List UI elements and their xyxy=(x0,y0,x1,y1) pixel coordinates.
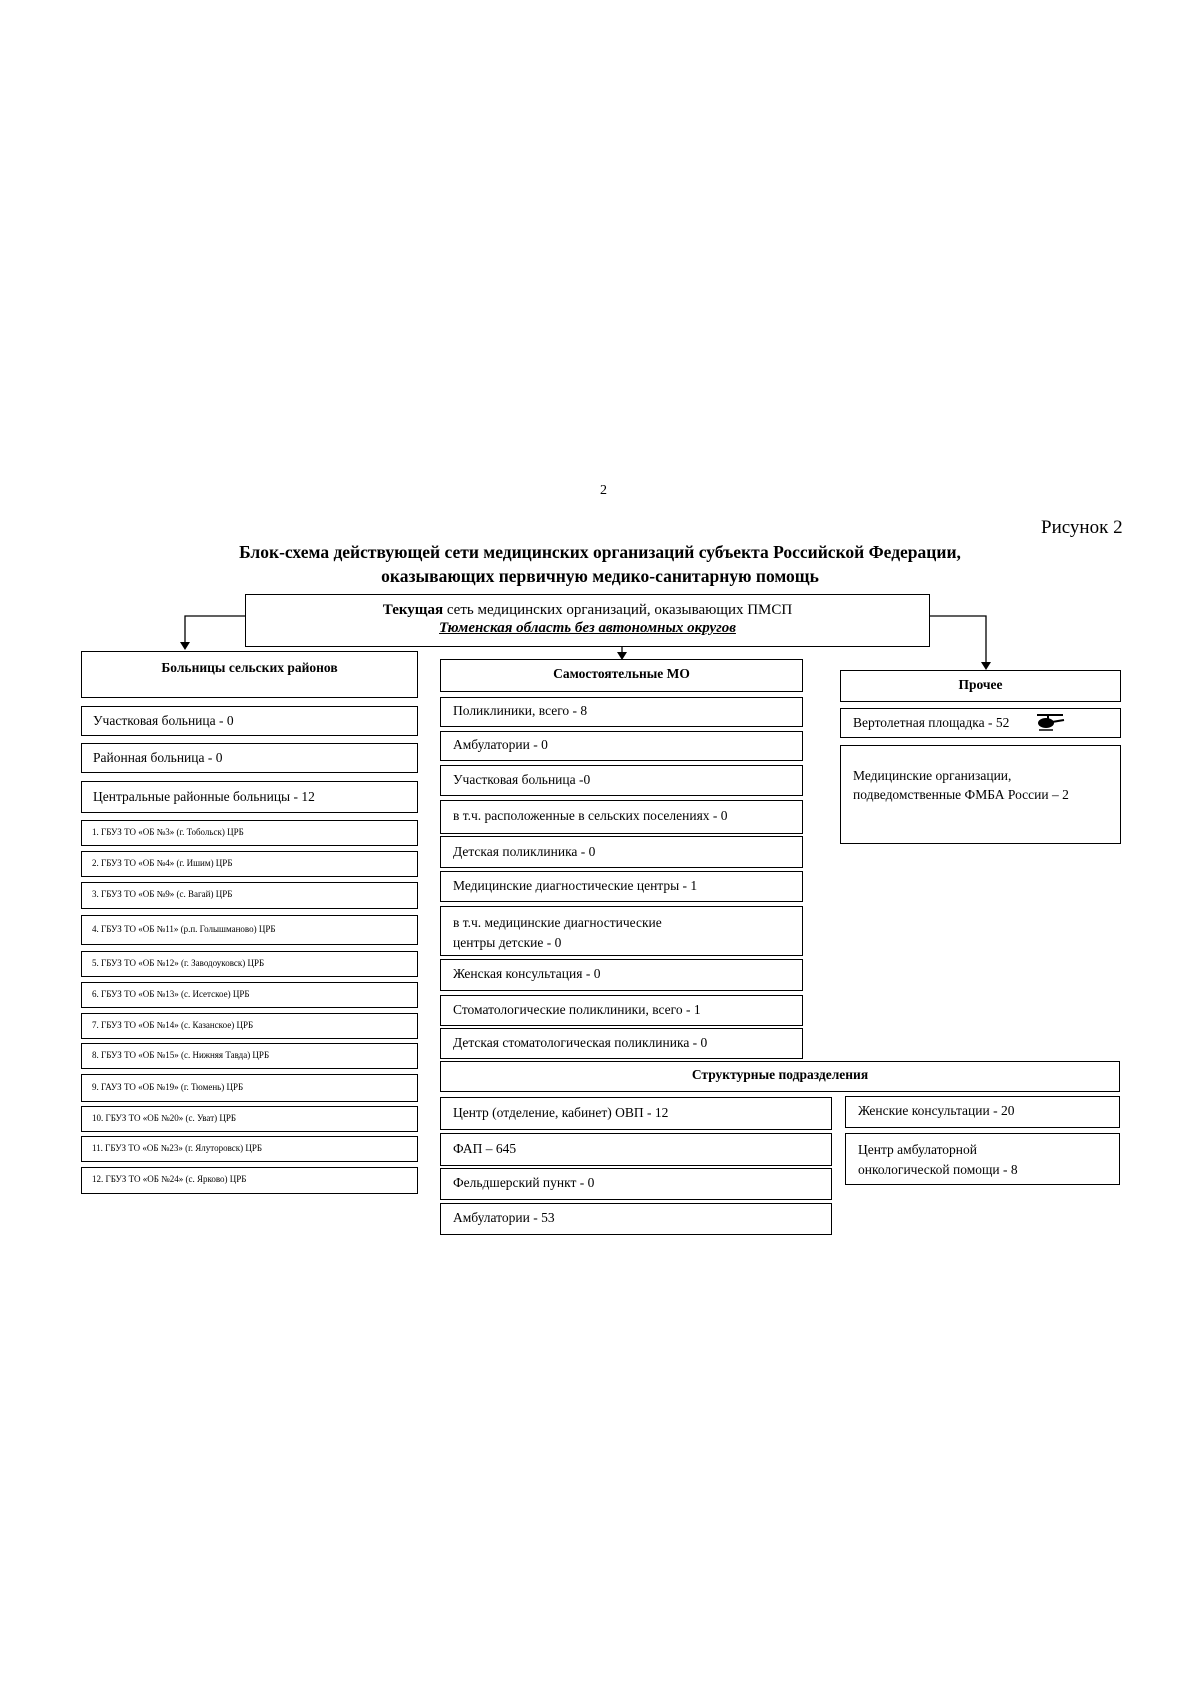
root-bold: Текущая xyxy=(382,602,444,618)
fmba-line-2: подведомственные ФМБА России – 2 xyxy=(853,787,1069,802)
middle-item-10 xyxy=(440,1028,803,1059)
crb-item-9 xyxy=(81,1074,418,1102)
left-item-2 xyxy=(81,781,418,813)
onco-line-2: онкологической помощи - 8 xyxy=(858,1162,1018,1177)
crb-item-11-label: 11. ГБУЗ ТО «ОБ №23» (г. Ялуторовск) ЦРБ xyxy=(92,1143,263,1153)
crb-item-3-label: 3. ГБУЗ ТО «ОБ №9» (с. Вагай) ЦРБ xyxy=(92,889,233,899)
middle-item-6-line2: центры детские - 0 xyxy=(453,935,562,950)
middle-item-6-line1: в т.ч. медицинские диагностические xyxy=(453,915,662,930)
crb-item-5 xyxy=(81,951,418,977)
crb-item-8-label: 8. ГБУЗ ТО «ОБ №15» (с. Нижняя Тавда) ЦРБ xyxy=(92,1050,270,1060)
middle-item-4-label: Детская поликлиника - 0 xyxy=(453,844,596,859)
middle-item-8-label: Женская консультация - 0 xyxy=(453,966,601,981)
crb-item-6-label: 6. ГБУЗ ТО «ОБ №13» (с. Исетское) ЦРБ xyxy=(92,989,250,999)
left-item-1 xyxy=(81,743,418,773)
womens-consult-box xyxy=(845,1096,1120,1128)
middle-item-2 xyxy=(440,765,803,796)
crb-item-8 xyxy=(81,1043,418,1069)
middle-item-5 xyxy=(440,871,803,902)
crb-item-6 xyxy=(81,982,418,1008)
figure-label: Рисунок 2 xyxy=(1041,517,1123,538)
middle-item-2-label: Участковая больница -0 xyxy=(453,772,591,787)
crb-item-9-label: 9. ГАУЗ ТО «ОБ №19» (г. Тюмень) ЦРБ xyxy=(92,1082,244,1092)
left-item-2-label: Центральные районные больницы - 12 xyxy=(93,789,315,804)
crb-item-2 xyxy=(81,851,418,877)
womens-consult-label: Женские консультации - 20 xyxy=(858,1103,1015,1118)
helicopter-icon xyxy=(1034,712,1066,732)
left-header-box xyxy=(81,651,418,698)
left-item-0-label: Участковая больница - 0 xyxy=(93,713,234,728)
onco-center-box xyxy=(845,1133,1120,1185)
crb-item-12 xyxy=(81,1167,418,1194)
root-region: Тюменская область без автономных округов xyxy=(439,620,736,636)
connector-to-left xyxy=(185,616,245,642)
right-header: Прочее xyxy=(958,677,1003,692)
middle-item-3-label: в т.ч. расположенные в сельских поселениях - 0 xyxy=(453,808,728,823)
structural-item-0 xyxy=(440,1097,832,1130)
structural-item-1 xyxy=(440,1133,832,1166)
left-header: Больницы сельских районов xyxy=(161,660,338,675)
middle-item-9 xyxy=(440,995,803,1026)
root-box xyxy=(245,594,930,647)
crb-item-7-label: 7. ГБУЗ ТО «ОБ №14» (с. Казанское) ЦРБ xyxy=(92,1020,254,1030)
structural-item-2-label: Фельдшерский пункт - 0 xyxy=(453,1175,595,1190)
middle-item-5-label: Медицинские диагностические центры - 1 xyxy=(453,878,698,893)
left-item-1-label: Районная больница - 0 xyxy=(93,750,223,765)
page-number: 2 xyxy=(600,483,607,498)
middle-item-3 xyxy=(440,800,803,834)
crb-item-11 xyxy=(81,1136,418,1162)
structural-item-3 xyxy=(440,1203,832,1235)
root-rest: сеть медицинских организаций, оказывающих ПМСП xyxy=(443,602,793,618)
crb-item-4-label: 4. ГБУЗ ТО «ОБ №11» (р.п. Голышманово) ЦРБ xyxy=(92,924,276,934)
crb-item-4 xyxy=(81,915,418,945)
arrow-right xyxy=(981,662,991,670)
middle-item-1-label: Амбулатории - 0 xyxy=(453,737,548,752)
middle-item-0 xyxy=(440,697,803,727)
crb-item-1-label: 1. ГБУЗ ТО «ОБ №3» (г. Тобольск) ЦРБ xyxy=(92,827,244,837)
middle-item-8 xyxy=(440,959,803,991)
title-line-1: Блок-схема действующей сети медицинских организаций субъекта Российской Федерации, xyxy=(239,542,961,562)
connector-to-right xyxy=(930,616,986,663)
crb-item-12-label: 12. ГБУЗ ТО «ОБ №24» (с. Ярково) ЦРБ xyxy=(92,1174,247,1184)
middle-header: Самостоятельные МО xyxy=(553,666,690,681)
arrow-left xyxy=(180,642,190,650)
structural-item-1-label: ФАП – 645 xyxy=(453,1141,517,1156)
structural-item-3-label: Амбулатории - 53 xyxy=(453,1210,555,1225)
structural-header-box xyxy=(440,1061,1120,1092)
middle-item-1 xyxy=(440,731,803,761)
middle-item-4 xyxy=(440,836,803,868)
structural-item-0-label: Центр (отделение, кабинет) ОВП - 12 xyxy=(453,1105,669,1120)
title-line-2: оказывающих первичную медико-санитарную помощь xyxy=(381,566,819,586)
crb-item-1 xyxy=(81,820,418,846)
middle-item-0-label: Поликлиники, всего - 8 xyxy=(453,703,588,718)
crb-item-7 xyxy=(81,1013,418,1039)
structural-item-2 xyxy=(440,1168,832,1200)
crb-item-5-label: 5. ГБУЗ ТО «ОБ №12» (г. Заводоуковск) ЦРБ xyxy=(92,958,265,968)
middle-header-box xyxy=(440,659,803,692)
right-header-box xyxy=(840,670,1121,702)
crb-item-2-label: 2. ГБУЗ ТО «ОБ №4» (г. Ишим) ЦРБ xyxy=(92,858,233,868)
onco-line-1: Центр амбулаторной xyxy=(858,1142,978,1157)
crb-item-3 xyxy=(81,882,418,909)
helipad-box xyxy=(840,708,1121,738)
fmba-box xyxy=(840,745,1121,844)
crb-item-10-label: 10. ГБУЗ ТО «ОБ №20» (с. Уват) ЦРБ xyxy=(92,1113,237,1123)
middle-item-10-label: Детская стоматологическая поликлиника - 0 xyxy=(453,1035,708,1050)
fmba-line-1: Медицинские организации, xyxy=(853,768,1012,783)
middle-item-6 xyxy=(440,906,803,956)
helipad-label: Вертолетная площадка - 52 xyxy=(853,715,1010,730)
left-item-0 xyxy=(81,706,418,736)
crb-item-10 xyxy=(81,1106,418,1132)
middle-item-9-label: Стоматологические поликлиники, всего - 1 xyxy=(453,1002,701,1017)
structural-header: Структурные подразделения xyxy=(691,1067,869,1082)
